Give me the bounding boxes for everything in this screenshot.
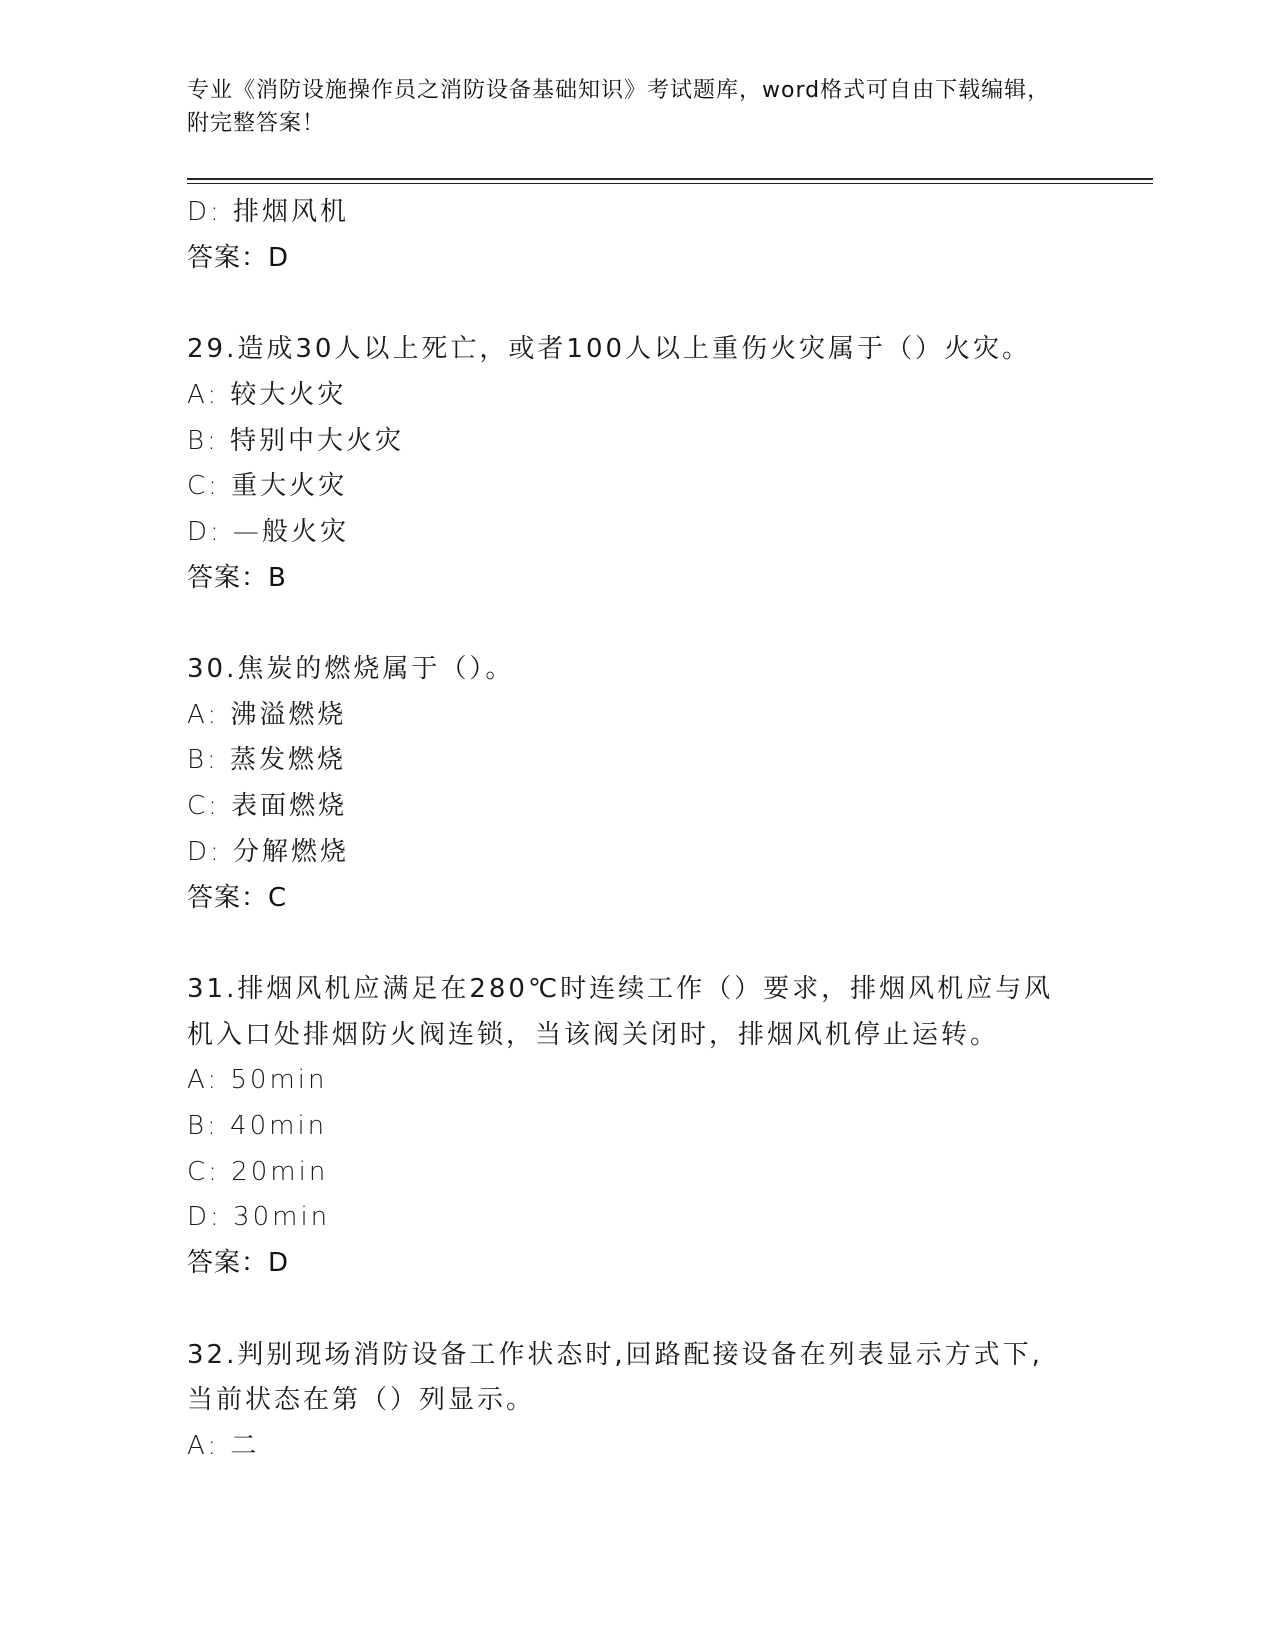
option-a: A: 二 [187,1430,260,1461]
question-stem: 32.判别现场消防设备工作状态时,回路配接设备在列表显示方式下,当前状态在第（）列显示。 [187,1339,1043,1416]
question-answer: 答案：C [187,882,288,913]
question-stem: 29.造成30人以上死亡，或者100人以上重伤火灾属于（）火灾。 [187,334,1032,365]
prev-question-option-d: D: 排烟风机 [187,197,350,227]
option-b: B: 特别中大火灾 [187,425,405,456]
question-answer: 答案：D [187,1248,290,1279]
option-d: D: 30min [187,1202,331,1233]
option-b: B: 蒸发燃烧 [187,745,347,776]
question-32 [187,1333,1067,1470]
question-stem: 30.焦炭的燃烧属于（）。 [187,654,515,684]
document-header: 专业《消防设施操作员之消防设备基础知识》考试题库，word格式可自由下载编辑，附完整答案！ [187,78,1051,136]
option-c: C: 20min [187,1156,329,1187]
option-c: C: 重大火灾 [187,471,348,502]
option-d: D: —般火灾 [187,516,350,547]
option-b: B: 40min [187,1111,328,1142]
question-29 [187,327,1067,601]
option-a: A: 50min [187,1065,328,1096]
header-divider-thick [187,178,1153,180]
option-a: A: 较大火灾 [187,379,347,410]
prev-question-answer: 答案：D [187,242,290,273]
question-list [187,190,1067,1470]
option-a: A: 沸溢燃烧 [187,699,347,730]
question-31 [187,967,1067,1287]
question-answer: 答案：B [187,562,287,593]
option-d: D: 分解燃烧 [187,836,350,867]
header-divider-thin [187,183,1153,184]
question-30 [187,647,1067,921]
option-c: C: 表面燃烧 [187,791,348,822]
question-stem: 31.排烟风机应满足在280℃时连续工作（）要求，排烟风机应与风机入口处排烟防火阀连锁，当该阀关闭时，排烟风机停止运转。 [187,973,1054,1050]
